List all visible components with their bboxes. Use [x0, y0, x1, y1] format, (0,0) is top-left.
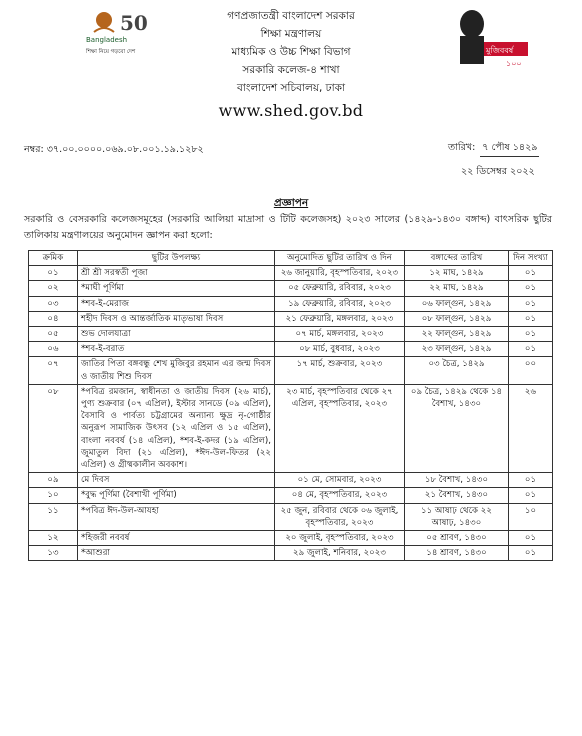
serial-cell: ০৮	[29, 384, 78, 472]
bangla-date-cell: ০৬ ফাল্গুন, ১৪২৯	[405, 296, 509, 311]
day-count-cell: ০১	[509, 531, 553, 546]
serial-cell: ১২	[29, 531, 78, 546]
table-row	[29, 327, 553, 342]
memo-date-english: ২২ ডিসেম্বর ২০২২	[461, 166, 535, 177]
logo-caption: Bangladesh	[86, 36, 128, 44]
occasion-cell: শহীদ দিবস ও আন্তর্জাতিক মাতৃভাষা দিবস	[78, 311, 275, 326]
header-approved-date: অনুমোদিত ছুটির তারিখ ও দিন	[275, 251, 405, 266]
date-cell: ০৫ ফেব্রুয়ারি, রবিবার, ২০২৩	[275, 281, 405, 296]
header-line-government: গণপ্রজাতন্ত্রী বাংলাদেশ সরকার	[227, 10, 355, 22]
bangla-date-cell: ২১ বৈশাখ, ১৪৩০	[405, 488, 509, 503]
table-row	[29, 311, 553, 326]
date-cell: ০৮ মার্চ, বুধবার, ২০২৩	[275, 342, 405, 357]
serial-cell: ১৩	[29, 546, 78, 561]
date-label: তারিখ:	[448, 142, 476, 153]
occasion-cell: *মাঘী পূর্ণিমা	[78, 281, 275, 296]
notice-title: প্রজ্ঞাপন	[273, 197, 309, 209]
occasion-cell: *হিজরী নববর্ষ	[78, 531, 275, 546]
day-count-cell: ১০	[509, 503, 553, 530]
day-count-cell: ০১	[509, 327, 553, 342]
table-row	[29, 503, 553, 530]
serial-cell: ০৪	[29, 311, 78, 326]
bangla-date-cell: ২২ ফাল্গুন, ১৪২৯	[405, 327, 509, 342]
table-row	[29, 342, 553, 357]
bangla-date-cell: ১২ মাঘ, ১৪২৯	[405, 266, 509, 281]
date-cell: ২০ জুলাই, বৃহস্পতিবার, ২০২৩	[275, 531, 405, 546]
table-row	[29, 384, 553, 472]
date-cell: ০৭ মার্চ, মঙ্গলবার, ২০২৩	[275, 327, 405, 342]
occasion-cell: শুভ দোলযাত্রা	[78, 327, 275, 342]
notice-intro: সরকারি ও বেসরকারি কলেজসমূহের (সরকারি আলিয়া মাদ্রাসা ও টিটি কলেজসহ) ২০২৩ সালের (১৪২৯-১৪৩০ বঙ্গাব্দ) বাৎসরিক ছুটির তালিকায় মন্ত্রণালয়ের অনুমোদন জ্ঞাপন করা হলো:	[24, 214, 552, 241]
table-row	[29, 531, 553, 546]
logo-label-number: ১০০	[506, 59, 522, 68]
bangla-date-cell: ০৩ চৈত্র, ১৪২৯	[405, 357, 509, 384]
date-cell: ০৪ মে, বৃহস্পতিবার, ২০২৩	[275, 488, 405, 503]
occasion-cell: *বুদ্ধ পূর্ণিমা (বৈশাখী পূর্ণিমা)	[78, 488, 275, 503]
serial-cell: ১১	[29, 503, 78, 530]
header-line-ministry: শিক্ষা মন্ত্রণালয়	[260, 28, 322, 40]
day-count-cell: ০১	[509, 342, 553, 357]
occasion-cell: জাতির পিতা বঙ্গবন্ধু শেখ মুজিবুর রহমান এর জন্ম দিবস ও জাতীয় শিশু দিবস	[78, 357, 275, 384]
serial-cell: ০৬	[29, 342, 78, 357]
logo-number: 50	[120, 11, 148, 35]
bangla-date-cell: ১১ আষাঢ় থেকে ২২ আষাঢ়, ১৪৩০	[405, 503, 509, 530]
date-cell: ১৭ মার্চ, শুক্রবার, ২০২৩	[275, 357, 405, 384]
serial-cell: ০৯	[29, 473, 78, 488]
day-count-cell: ০১	[509, 311, 553, 326]
website-link[interactable]: www.shed.gov.bd	[218, 101, 364, 120]
bangla-date-cell: ০৯ চৈত্র, ১৪২৯ থেকে ১৪ বৈশাখ, ১৪৩০	[405, 384, 509, 472]
bangla-date-cell: ২৩ ফাল্গুন, ১৪২৯	[405, 342, 509, 357]
day-count-cell: ০১	[509, 296, 553, 311]
header-serial: ক্রমিক	[29, 251, 78, 266]
date-cell: ১৯ ফেব্রুয়ারি, রবিবার, ২০২৩	[275, 296, 405, 311]
date-cell: ২৩ মার্চ, বৃহস্পতিবার থেকে ২৭ এপ্রিল, বৃহস্পতিবার, ২০২৩	[275, 384, 405, 472]
occasion-cell: *শব-ই-মেরাজ	[78, 296, 275, 311]
serial-cell: ০৭	[29, 357, 78, 384]
date-cell: ২৬ জানুয়ারি, বৃহস্পতিবার, ২০২৩	[275, 266, 405, 281]
logo-label: মুজিববর্ষ	[486, 46, 514, 55]
occasion-cell: *আশুরা	[78, 546, 275, 561]
table-row	[29, 488, 553, 503]
occasion-cell: *পবিত্র রমজান, স্বাধীনতা ও জাতীয় দিবস (২৬ মার্চ), পুণ্য শুক্রবার (০৭ এপ্রিল), ইস্টার সানডে (০৯ এপ্রিল), বৈসাবি ও পার্বত্য চট্টগ্রামের অন্যান্য ক্ষুদ্র নৃ-গোষ্ঠীর অনুরূপ সামাজিক উৎসব (১২ এপ্রিল ও ১৫ এপ্রিল), বাংলা নববর্ষ (১৪ এপ্রিল), *শব-ই-কদর (১৯ এপ্রিল), জুমাতুল বিদা (২১ এপ্রিল), *ঈদ-উল-ফিতর (২২ এপ্রিল) ও গ্রীষ্মকালীন অবকাশ।	[78, 384, 275, 472]
header-line-division: মাধ্যমিক ও উচ্চ শিক্ষা বিভাগ	[231, 46, 351, 58]
bangla-date-cell: ০৮ ফাল্গুন, ১৪২৯	[405, 311, 509, 326]
day-count-cell: ০১	[509, 281, 553, 296]
occasion-cell: *শব-ই-বরাত	[78, 342, 275, 357]
table-row	[29, 266, 553, 281]
date-bangla-value: ৭ পৌষ ১৪২৯	[480, 141, 539, 157]
bangla-date-cell: ২২ মাঘ, ১৪২৯	[405, 281, 509, 296]
bangla-date-cell: ০৫ শ্রাবণ, ১৪৩০	[405, 531, 509, 546]
serial-cell: ১০	[29, 488, 78, 503]
serial-cell: ০৫	[29, 327, 78, 342]
logo-tagline: শিক্ষা নিয়ে গড়বো দেশ	[86, 49, 136, 55]
table-row	[29, 546, 553, 561]
occasion-cell: *পবিত্র ঈদ-উল-আযহা	[78, 503, 275, 530]
table-row	[29, 357, 553, 384]
date-cell: ২১ ফেব্রুয়ারি, মঙ্গলবার, ২০২৩	[275, 311, 405, 326]
day-count-cell: ০০	[509, 357, 553, 384]
day-count-cell: ০১	[509, 473, 553, 488]
table-row	[29, 296, 553, 311]
date-cell: ০১ মে, সোমবার, ২০২৩	[275, 473, 405, 488]
occasion-cell: মে দিবস	[78, 473, 275, 488]
day-count-cell: ০১	[509, 266, 553, 281]
day-count-cell: ০১	[509, 488, 553, 503]
serial-cell: ০৩	[29, 296, 78, 311]
memo-date-bangla	[448, 141, 539, 157]
bangla-date-cell: ১৮ বৈশাখ, ১৪৩০	[405, 473, 509, 488]
memo-number: নম্বর: ৩৭.০০.০০০০.০৬৯.০৮.০০১.১৯.১২৮২	[24, 144, 204, 155]
occasion-cell: শ্রী শ্রী সরস্বতী পূজা	[78, 266, 275, 281]
bangla-date-cell: ১৪ শ্রাবণ, ১৪৩০	[405, 546, 509, 561]
date-cell: ২৯ জুলাই, শনিবার, ২০২৩	[275, 546, 405, 561]
header-day-count: দিন সংখ্যা	[509, 251, 553, 266]
date-cell: ২৫ জুন, রবিবার থেকে ০৬ জুলাই, বৃহস্পতিবার, ২০২৩	[275, 503, 405, 530]
header-occasion: ছুটির উপলক্ষ্য	[78, 251, 275, 266]
table-row	[29, 281, 553, 296]
header-line-section: সরকারি কলেজ-৪ শাখা	[242, 64, 340, 76]
day-count-cell: ২৬	[509, 384, 553, 472]
day-count-cell: ০১	[509, 546, 553, 561]
header-line-address: বাংলাদেশ সচিবালয়, ঢাকা	[236, 82, 346, 94]
holiday-table	[28, 250, 553, 561]
serial-cell: ০২	[29, 281, 78, 296]
table-row	[29, 473, 553, 488]
table-header-row	[29, 251, 553, 266]
serial-cell: ০১	[29, 266, 78, 281]
header-bangla-date: বঙ্গাব্দের তারিখ	[405, 251, 509, 266]
